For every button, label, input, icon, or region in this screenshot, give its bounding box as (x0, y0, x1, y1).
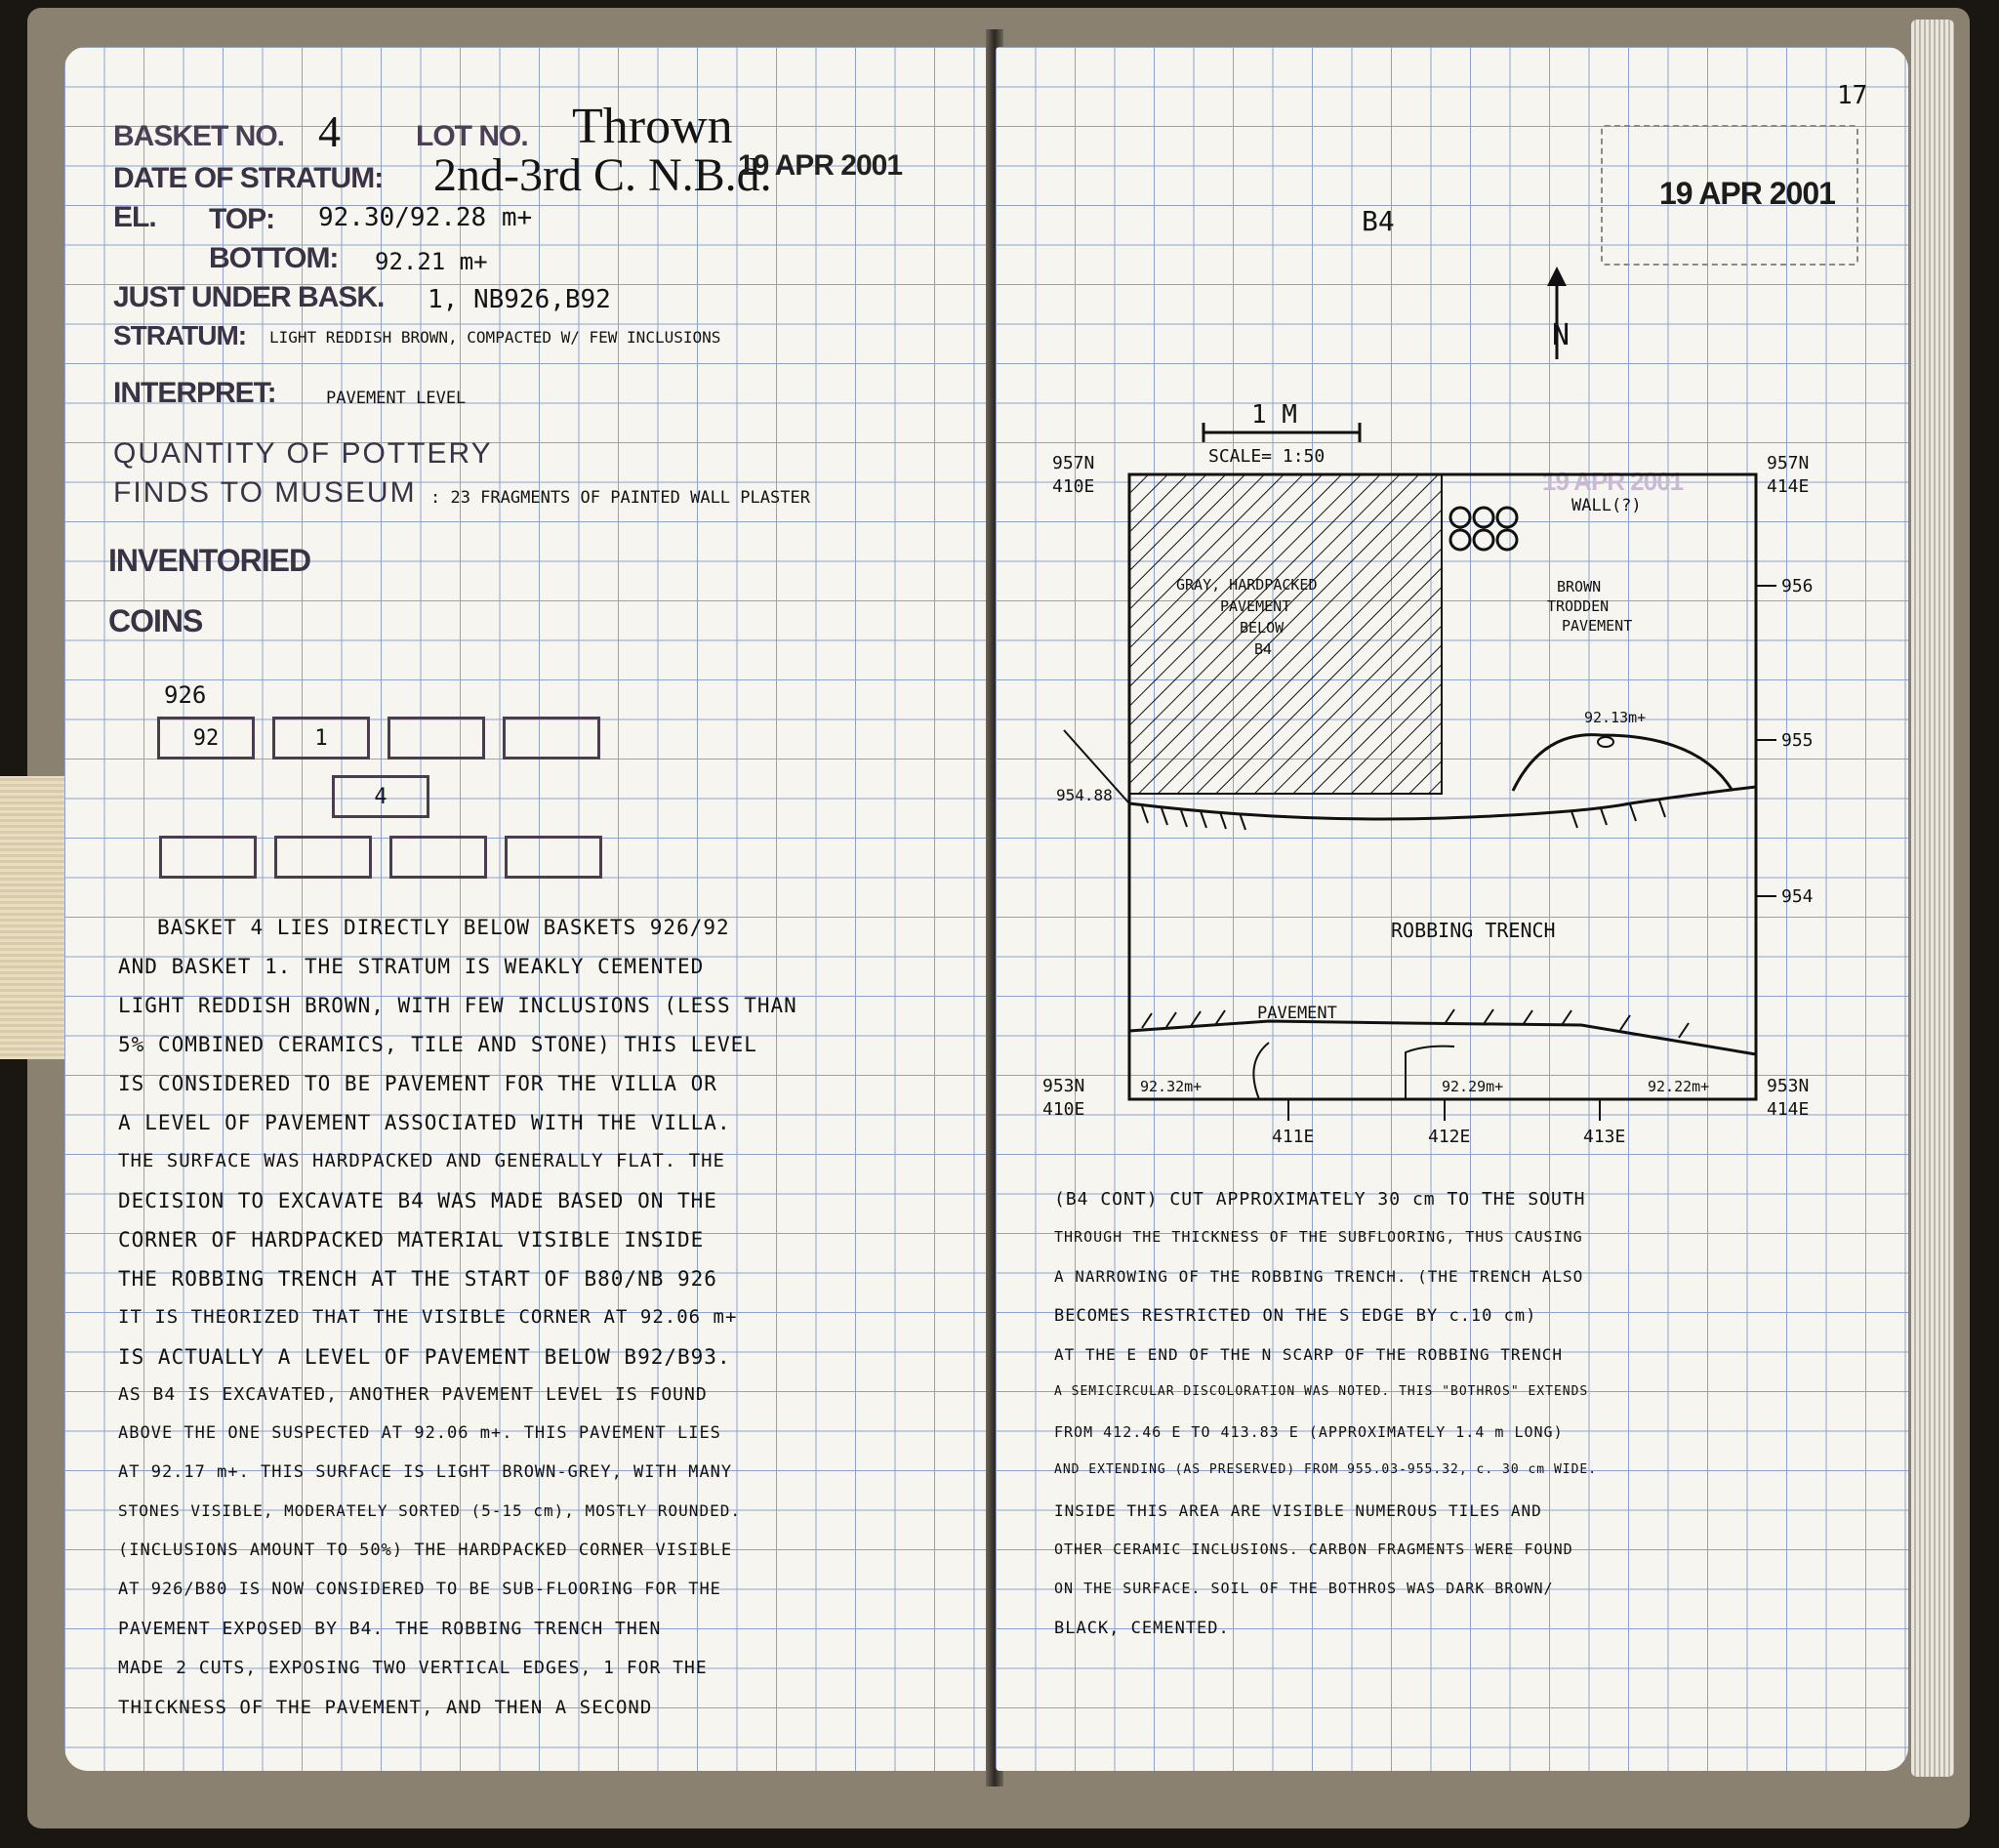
bothros-outline (1513, 735, 1733, 791)
bottom-value: 92.21 m+ (375, 248, 488, 275)
bottom-label: BOTTOM: (209, 242, 339, 274)
bottom-label: 413E (1583, 1127, 1626, 1147)
interpret-label: INTERPRET: (113, 377, 276, 409)
note-line: STONES VISIBLE, MODERATELY SORTED (5-15 cm), MOSTLY ROUNDED. (118, 1501, 741, 1520)
plan-text: 92.32m+ (1140, 1078, 1203, 1095)
hatched-pavement-area (1129, 474, 1442, 794)
side-label: 954 (1781, 886, 1814, 907)
note-line: A SEMICIRCULAR DISCOLORATION WAS NOTED. THIS "BOTHROS" EXTENDS (1054, 1384, 1589, 1399)
coins-label: COINS (108, 603, 203, 638)
plan-text: BROWN (1557, 578, 1602, 595)
faint-stamp: 19 APR 2001 (1542, 467, 1684, 496)
finds-value: : 23 FRAGMENTS OF PAINTED WALL PLASTER (430, 488, 810, 508)
corner-label: 953N (1042, 1076, 1085, 1096)
plan-text: 92.22m+ (1648, 1078, 1710, 1095)
note-line: IS ACTUALLY A LEVEL OF PAVEMENT BELOW B92/B93. (118, 1345, 731, 1369)
inventoried-label: INVENTORIED (108, 543, 311, 578)
note-line: A NARROWING OF THE ROBBING TRENCH. (THE TRENCH ALSO (1054, 1267, 1584, 1286)
interpret-value: PAVEMENT LEVEL (326, 389, 467, 408)
date-value: 2nd-3rd C. N.B.d. (433, 149, 772, 201)
lot-value: Thrown (572, 99, 733, 154)
note-line: THE SURFACE WAS HARDPACKED AND GENERALLY FLAT. THE (118, 1150, 725, 1171)
note-line: FROM 412.46 E TO 413.83 E (APPROXIMATELY 1.4 m LONG) (1054, 1423, 1564, 1441)
stratum-value: LIGHT REDDISH BROWN, COMPACTED W/ FEW INCLUSIONS (269, 328, 721, 347)
plan-text: B4 (1254, 640, 1273, 658)
locus-box (505, 836, 602, 879)
note-line: BECOMES RESTRICTED ON THE S EDGE BY c.10 cm) (1054, 1306, 1537, 1326)
note-line: PAVEMENT EXPOSED BY B4. THE ROBBING TRENCH THEN (118, 1619, 662, 1639)
page-edges (1911, 20, 1954, 1777)
locus-box (159, 836, 257, 879)
corner-label: 957N (1052, 453, 1095, 473)
note-line: ABOVE THE ONE SUSPECTED AT 92.06 m+. THIS PAVEMENT LIES (118, 1423, 721, 1443)
plan-text: ROBBING TRENCH (1391, 919, 1556, 942)
note-line: LIGHT REDDISH BROWN, WITH FEW INCLUSIONS (LESS THAN (118, 994, 797, 1017)
quantity-label: QUANTITY OF POTTERY (113, 437, 493, 470)
corner-label: 414E (1767, 476, 1810, 497)
locus-box (389, 836, 487, 879)
plan-text: GRAY, HARDPACKED (1176, 576, 1318, 594)
note-line: AS B4 IS EXCAVATED, ANOTHER PAVEMENT LEVEL IS FOUND (118, 1384, 708, 1405)
north-label: N (1552, 318, 1571, 352)
top-value: 92.30/92.28 m+ (318, 203, 533, 232)
corner-label: 410E (1042, 1099, 1085, 1120)
note-line: THROUGH THE THICKNESS OF THE SUBFLOORING, THUS CAUSING (1054, 1228, 1583, 1246)
page-number: 17 (1837, 81, 1868, 110)
date-label: DATE OF STRATUM: (113, 162, 384, 194)
date-stamp-right: 19 APR 2001 (1659, 176, 1835, 211)
left-page (64, 47, 992, 1771)
locus-center-box: 4 (332, 775, 429, 818)
locus-box (503, 717, 600, 760)
corner-label: 410E (1052, 476, 1095, 497)
stratum-label: STRATUM: (113, 320, 247, 350)
notes-block (118, 916, 977, 1755)
corner-label: 957N (1767, 453, 1810, 473)
pavement-line (1129, 1021, 1756, 1054)
bottom-label: 411E (1272, 1127, 1315, 1147)
note-line: MADE 2 CUTS, EXPOSING TWO VERTICAL EDGES, 1 FOR THE (118, 1658, 708, 1678)
note-line: INSIDE THIS AREA ARE VISIBLE NUMEROUS TILES AND (1054, 1501, 1542, 1520)
scale-bar-label: 1 M (1251, 400, 1297, 430)
basket-value: 4 (318, 106, 341, 156)
note-line: A LEVEL OF PAVEMENT ASSOCIATED WITH THE VILLA. (118, 1111, 731, 1134)
note-line: 5% COMBINED CERAMICS, TILE AND STONE) THIS LEVEL (118, 1033, 757, 1056)
note-line: CORNER OF HARDPACKED MATERIAL VISIBLE INSIDE (118, 1228, 705, 1252)
notes-block (1054, 1189, 1894, 1697)
note-line: AT 92.17 m+. THIS SURFACE IS LIGHT BROWN-GREY, WITH MANY (118, 1462, 733, 1482)
locus-box (388, 717, 485, 760)
note-line: BASKET 4 LIES DIRECTLY BELOW BASKETS 926/92 (157, 916, 730, 939)
note-line: OTHER CERAMIC INCLUSIONS. CARBON FRAGMENTS WERE FOUND (1054, 1540, 1573, 1558)
note-line: DECISION TO EXCAVATE B4 WAS MADE BASED ON THE (118, 1189, 717, 1212)
note-line: THE ROBBING TRENCH AT THE START OF B80/NB 926 (118, 1267, 717, 1291)
note-line: AND EXTENDING (AS PRESERVED) FROM 955.03-955.32, c. 30 cm WIDE. (1054, 1462, 1598, 1477)
top-label: TOP: (209, 203, 275, 235)
note-line: THICKNESS OF THE PAVEMENT, AND THEN A SECOND (118, 1697, 653, 1718)
note-line: IT IS THEORIZED THAT THE VISIBLE CORNER AT 92.06 m+ (118, 1306, 738, 1328)
note-line: BLACK, CEMENTED. (1054, 1619, 1230, 1638)
plan-label: B4 (1362, 205, 1395, 237)
locus-box: 1 (272, 717, 370, 760)
corner-label: 414E (1767, 1099, 1810, 1120)
lot-label: LOT NO. (416, 120, 528, 152)
plan-text: BELOW (1240, 619, 1285, 637)
note-line: AND BASKET 1. THE STRATUM IS WEAKLY CEMENTED (118, 955, 705, 978)
just-under-label: JUST UNDER BASK. (113, 281, 385, 313)
plan-text: PAVEMENT (1562, 617, 1633, 635)
plan-text: PAVEMENT (1257, 1004, 1337, 1023)
side-label: 956 (1781, 576, 1814, 596)
wall-stones (1450, 508, 1517, 550)
note-line: ON THE SURFACE. SOIL OF THE BOTHROS WAS DARK BROWN/ (1054, 1580, 1554, 1597)
note-line: (B4 CONT) CUT APPROXIMATELY 30 cm TO THE SOUTH (1054, 1189, 1586, 1210)
locus-box: 92 (157, 717, 255, 760)
date-stamp-left: 19 APR 2001 (738, 149, 903, 182)
plan-text: 92.29m+ (1442, 1078, 1504, 1095)
note-line: AT THE E END OF THE N SCARP OF THE ROBBING TRENCH (1054, 1345, 1564, 1364)
finds-label: FINDS TO MUSEUM (113, 476, 417, 509)
basket-label: BASKET NO. (113, 120, 285, 152)
corner-label: 953N (1767, 1076, 1810, 1096)
note-line: (INCLUSIONS AMOUNT TO 50%) THE HARDPACKED CORNER VISIBLE (118, 1540, 733, 1560)
just-under-value: 1, NB926,B92 (428, 285, 611, 314)
left-elevation: 954.88 (1056, 786, 1113, 804)
elastic-strap (0, 776, 72, 1059)
plan-text: PAVEMENT (1220, 597, 1291, 615)
plan-text: WALL(?) (1571, 496, 1642, 515)
bottom-label: 412E (1428, 1127, 1471, 1147)
note-line: AT 926/B80 IS NOW CONSIDERED TO BE SUB-FLOORING FOR THE (118, 1580, 721, 1599)
locus-box (274, 836, 372, 879)
right-page (996, 47, 1908, 1771)
plan-text: 92.13m+ (1584, 709, 1647, 726)
scale-text: SCALE= 1:50 (1208, 446, 1326, 467)
side-label: 955 (1781, 730, 1814, 751)
note-line: IS CONSIDERED TO BE PAVEMENT FOR THE VILLA OR (118, 1072, 717, 1095)
plan-text: TRODDEN (1547, 597, 1610, 615)
el-label: EL. (113, 201, 156, 233)
locus-above-label: 926 (164, 681, 207, 709)
